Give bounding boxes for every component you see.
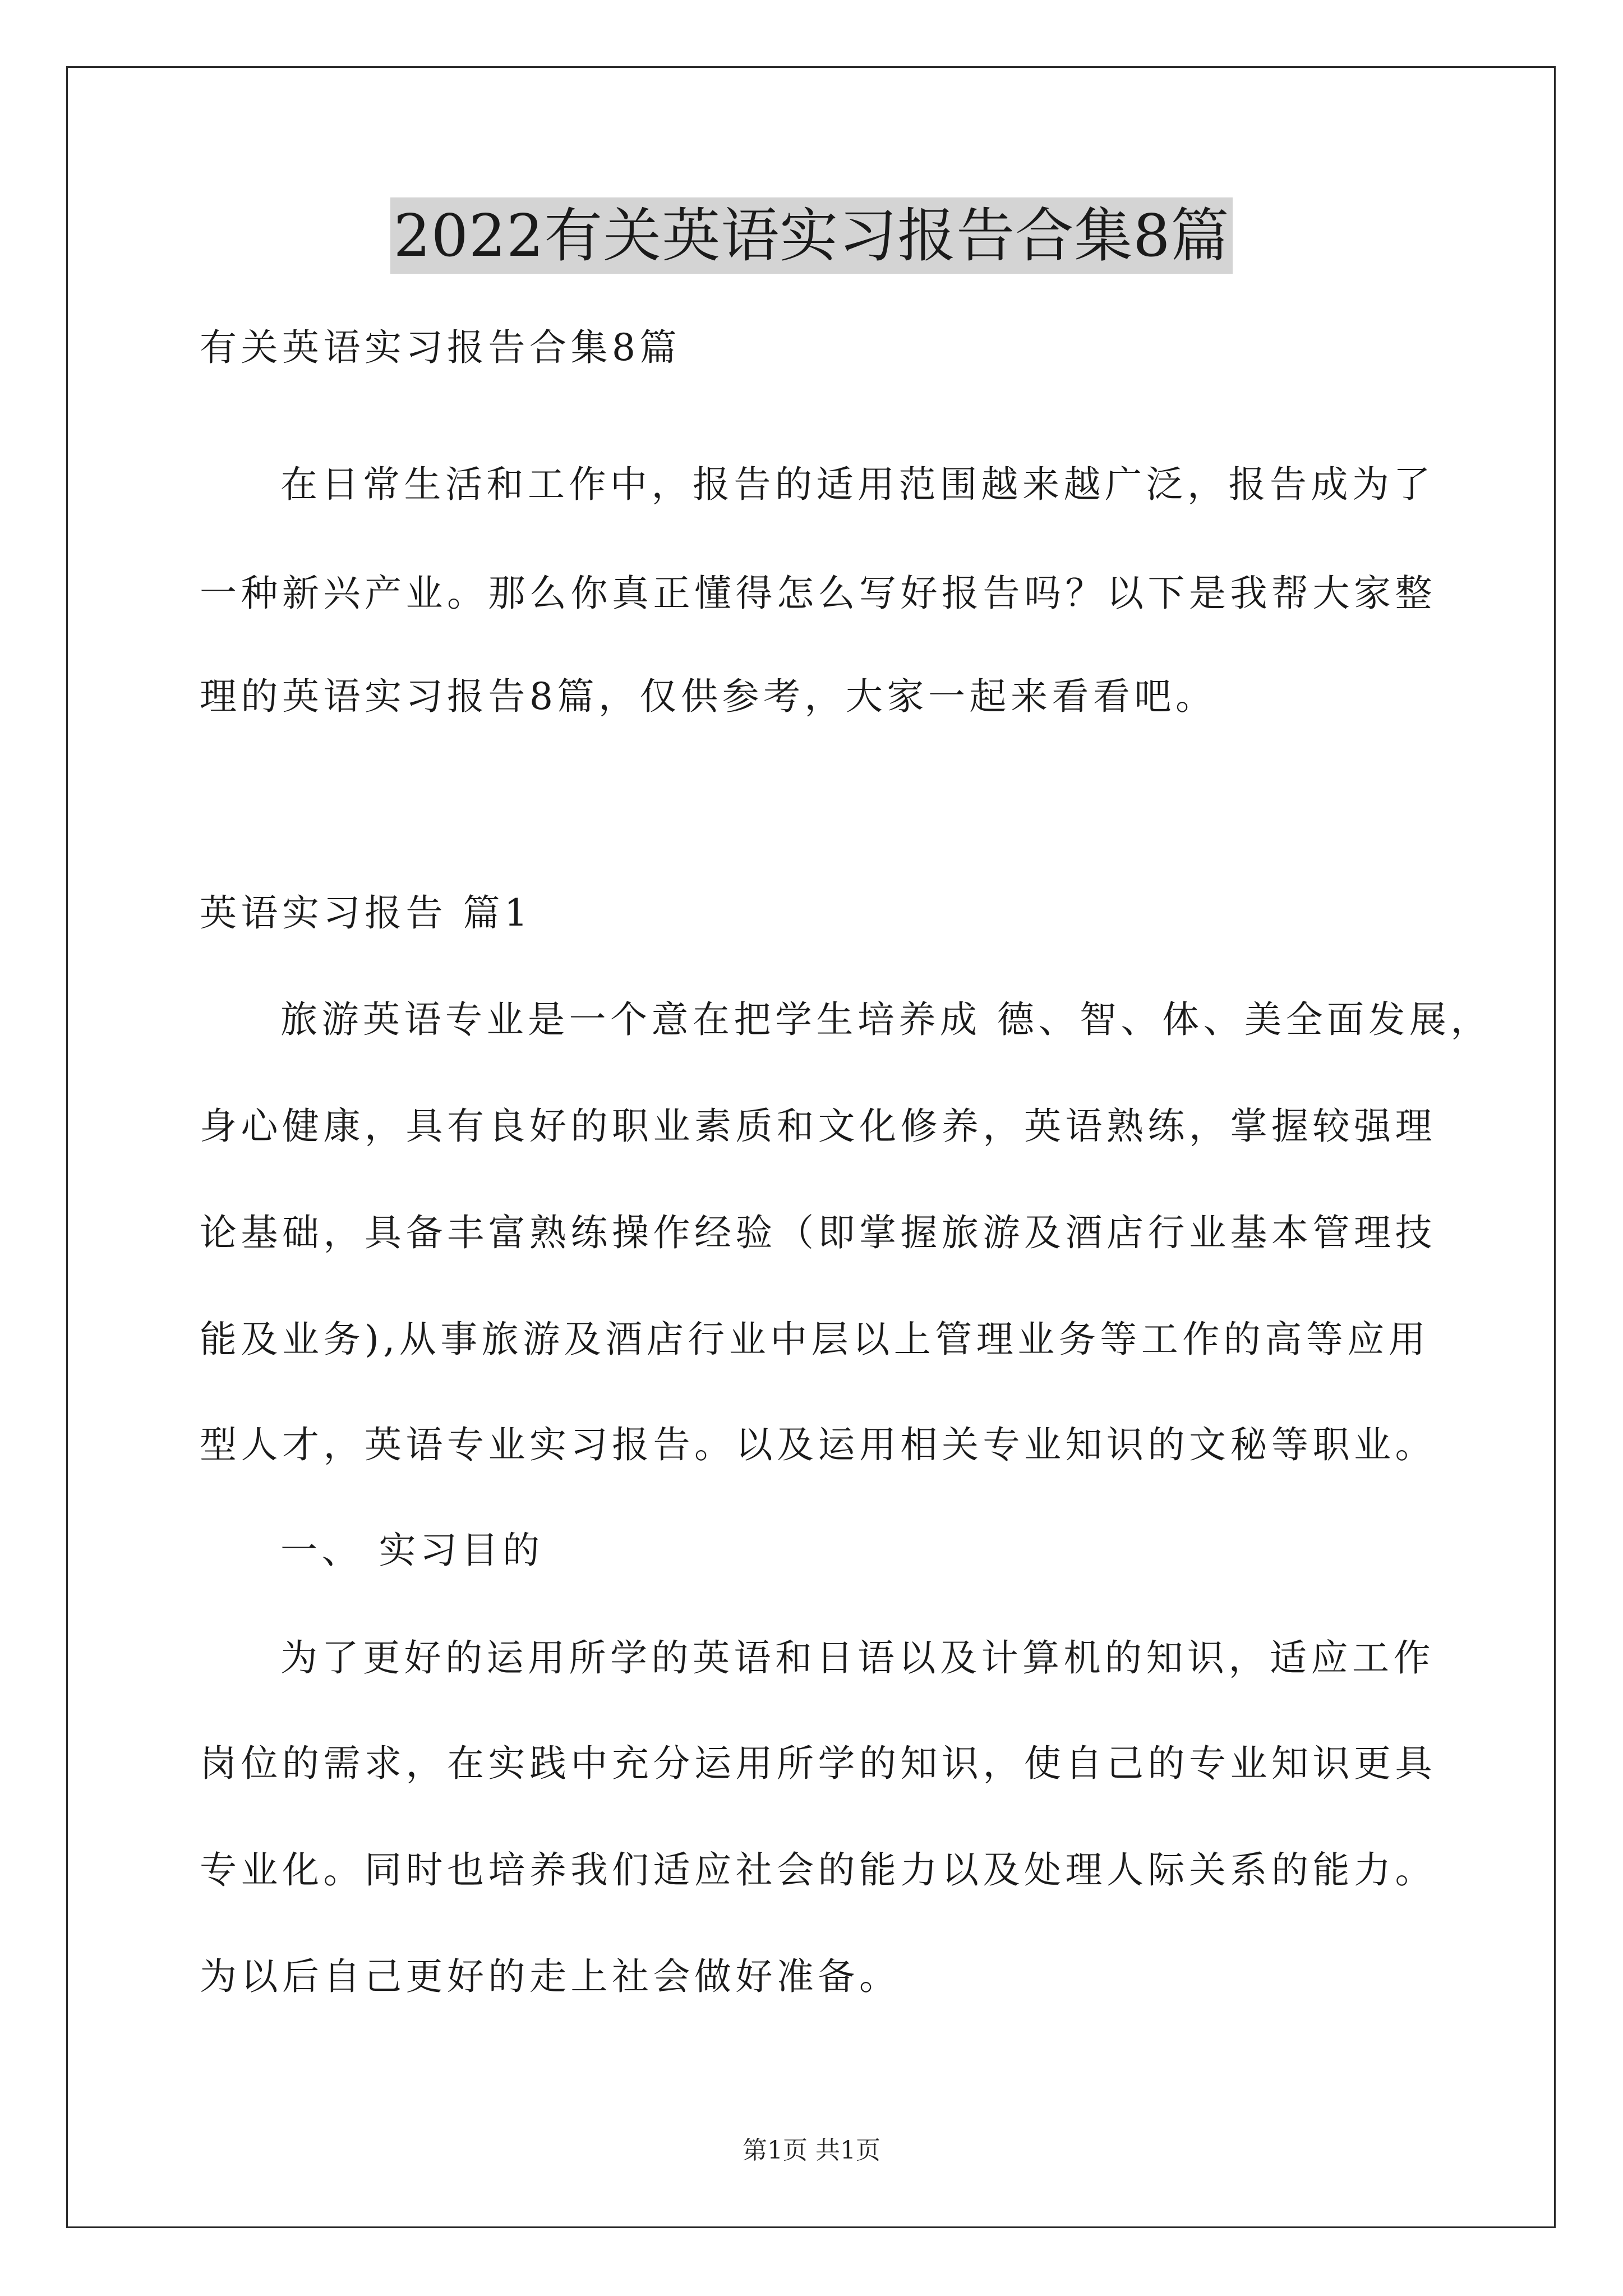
document-subtitle: 有关英语实习报告合集8篇 <box>200 326 681 369</box>
para1-line-2: 身心健康，具有良好的职业素质和文化修养，英语熟练，掌握较强理 <box>200 1105 1436 1148</box>
subheading-purpose: 一、 实习目的 <box>280 1529 544 1572</box>
intro-line-1: 在日常生活和工作中，报告的适用范围越来越广泛，报告成为了 <box>280 463 1435 506</box>
intro-line-2: 一种新兴产业。那么你真正懂得怎么写好报告吗？以下是我帮大家整 <box>200 572 1436 615</box>
document-title: 2022有关英语实习报告合集8篇 <box>390 197 1233 274</box>
para2-line-2: 岗位的需求，在实践中充分运用所学的知识，使自己的专业知识更具 <box>200 1742 1436 1785</box>
para1-line-4: 能及业务),从事旅游及酒店行业中层以上管理业务等工作的高等应用 <box>200 1318 1430 1361</box>
para2-line-4: 为以后自己更好的走上社会做好准备。 <box>200 1955 901 1998</box>
intro-line-3: 理的英语实习报告8篇，仅供参考，大家一起来看看吧。 <box>200 675 1217 718</box>
page-footer: 第1页 共1页 <box>743 2136 880 2165</box>
para2-line-3: 专业化。同时也培养我们适应社会的能力以及处理人际关系的能力。 <box>200 1848 1436 1892</box>
para1-line-5: 型人才，英语专业实习报告。以及运用相关专业知识的文秘等职业。 <box>200 1423 1436 1466</box>
para1-line-3: 论基础，具备丰富熟练操作经验（即掌握旅游及酒店行业基本管理技 <box>200 1211 1436 1254</box>
section-heading: 英语实习报告 篇1 <box>200 891 532 935</box>
para1-line-1: 旅游英语专业是一个意在把学生培养成 德、智、体、美全面发展， <box>280 998 1492 1041</box>
para2-line-1: 为了更好的运用所学的英语和日语以及计算机的知识，适应工作 <box>280 1636 1435 1680</box>
title-container <box>0 197 1623 274</box>
